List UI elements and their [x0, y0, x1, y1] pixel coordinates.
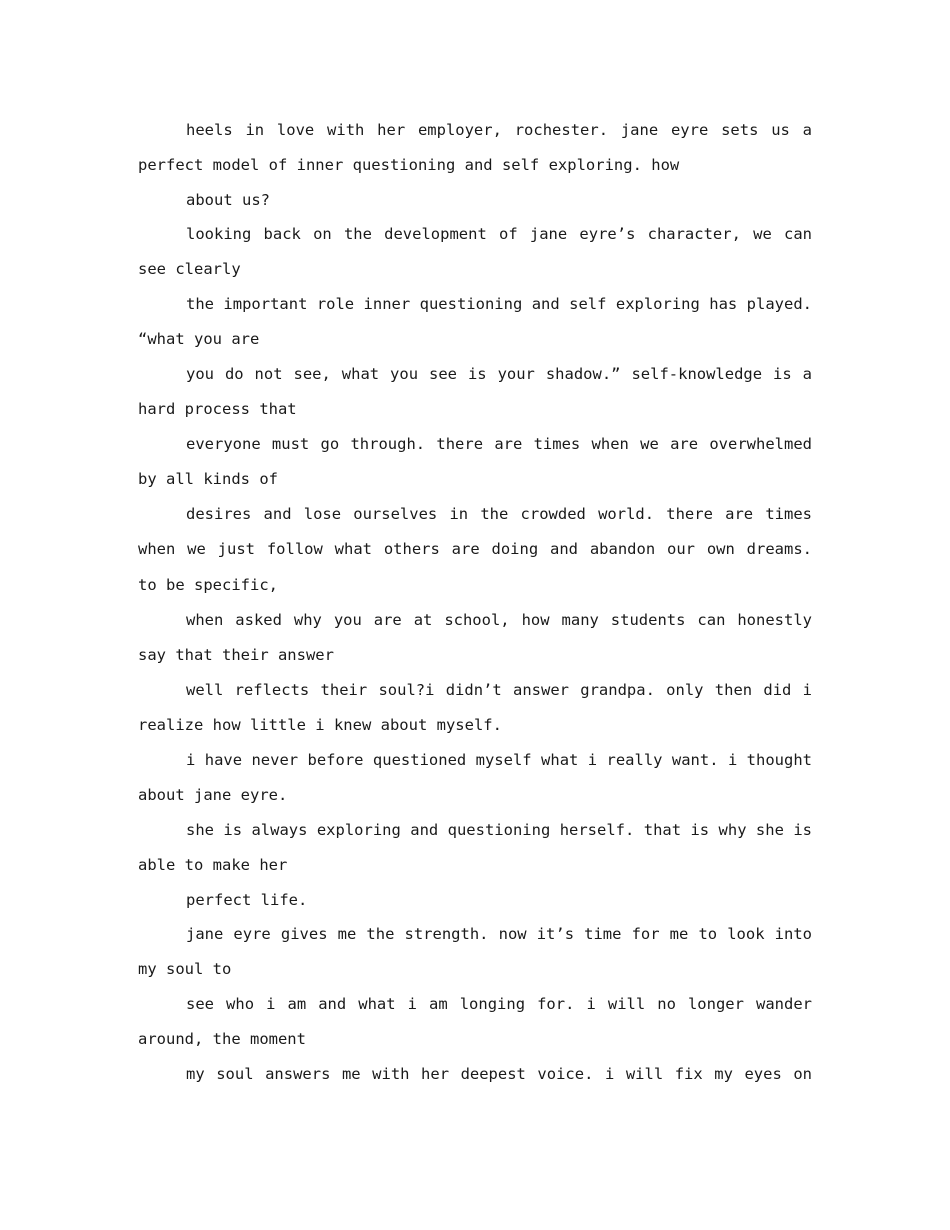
text-line: well reflects their soul?i didn’t answer grandpa. only then did i — [186, 681, 812, 699]
text-line: my soul answers me with her deepest voice. i will fix my eyes on — [186, 1065, 812, 1083]
text-line: see clearly — [138, 260, 241, 278]
text-line: about us? — [186, 191, 270, 209]
text-line: around, the moment — [138, 1030, 306, 1048]
text-line: see who i am and what i am longing for. i will no longer wander — [186, 995, 812, 1013]
text-line: when asked why you are at school, how many students can honestly — [186, 611, 812, 629]
text-line: i have never before questioned myself what i really want. i thought — [186, 751, 812, 769]
text-line: perfect life. — [186, 891, 308, 909]
text-line: realize how little i knew about myself. — [138, 716, 502, 734]
text-line: perfect model of inner questioning and self exploring. how — [138, 156, 680, 174]
text-line: jane eyre gives me the strength. now it’s time for me to look into — [186, 925, 812, 943]
document-body — [138, 113, 812, 1091]
text-line: say that their answer — [138, 646, 334, 664]
text-line: desires and lose ourselves in the crowded world. there are times — [186, 505, 812, 523]
text-line: heels in love with her employer, rochester. jane eyre sets us a — [186, 121, 812, 139]
text-line: everyone must go through. there are times when we are overwhelmed — [186, 435, 812, 453]
text-line: she is always exploring and questioning herself. that is why she is — [186, 821, 812, 839]
text-line: to be specific, — [138, 576, 278, 594]
text-line: “what you are — [138, 330, 260, 348]
text-line: about jane eyre. — [138, 786, 288, 804]
text-line: the important role inner questioning and self exploring has played. — [186, 295, 812, 313]
text-line: my soul to — [138, 960, 232, 978]
text-line: looking back on the development of jane eyre’s character, we can — [186, 225, 812, 243]
text-line: by all kinds of — [138, 470, 278, 488]
text-line: hard process that — [138, 400, 297, 418]
text-line: you do not see, what you see is your shadow.” self-knowledge is a — [186, 365, 812, 383]
text-line: when we just follow what others are doing and abandon our own dreams. — [138, 540, 812, 558]
text-line: able to make her — [138, 856, 288, 874]
